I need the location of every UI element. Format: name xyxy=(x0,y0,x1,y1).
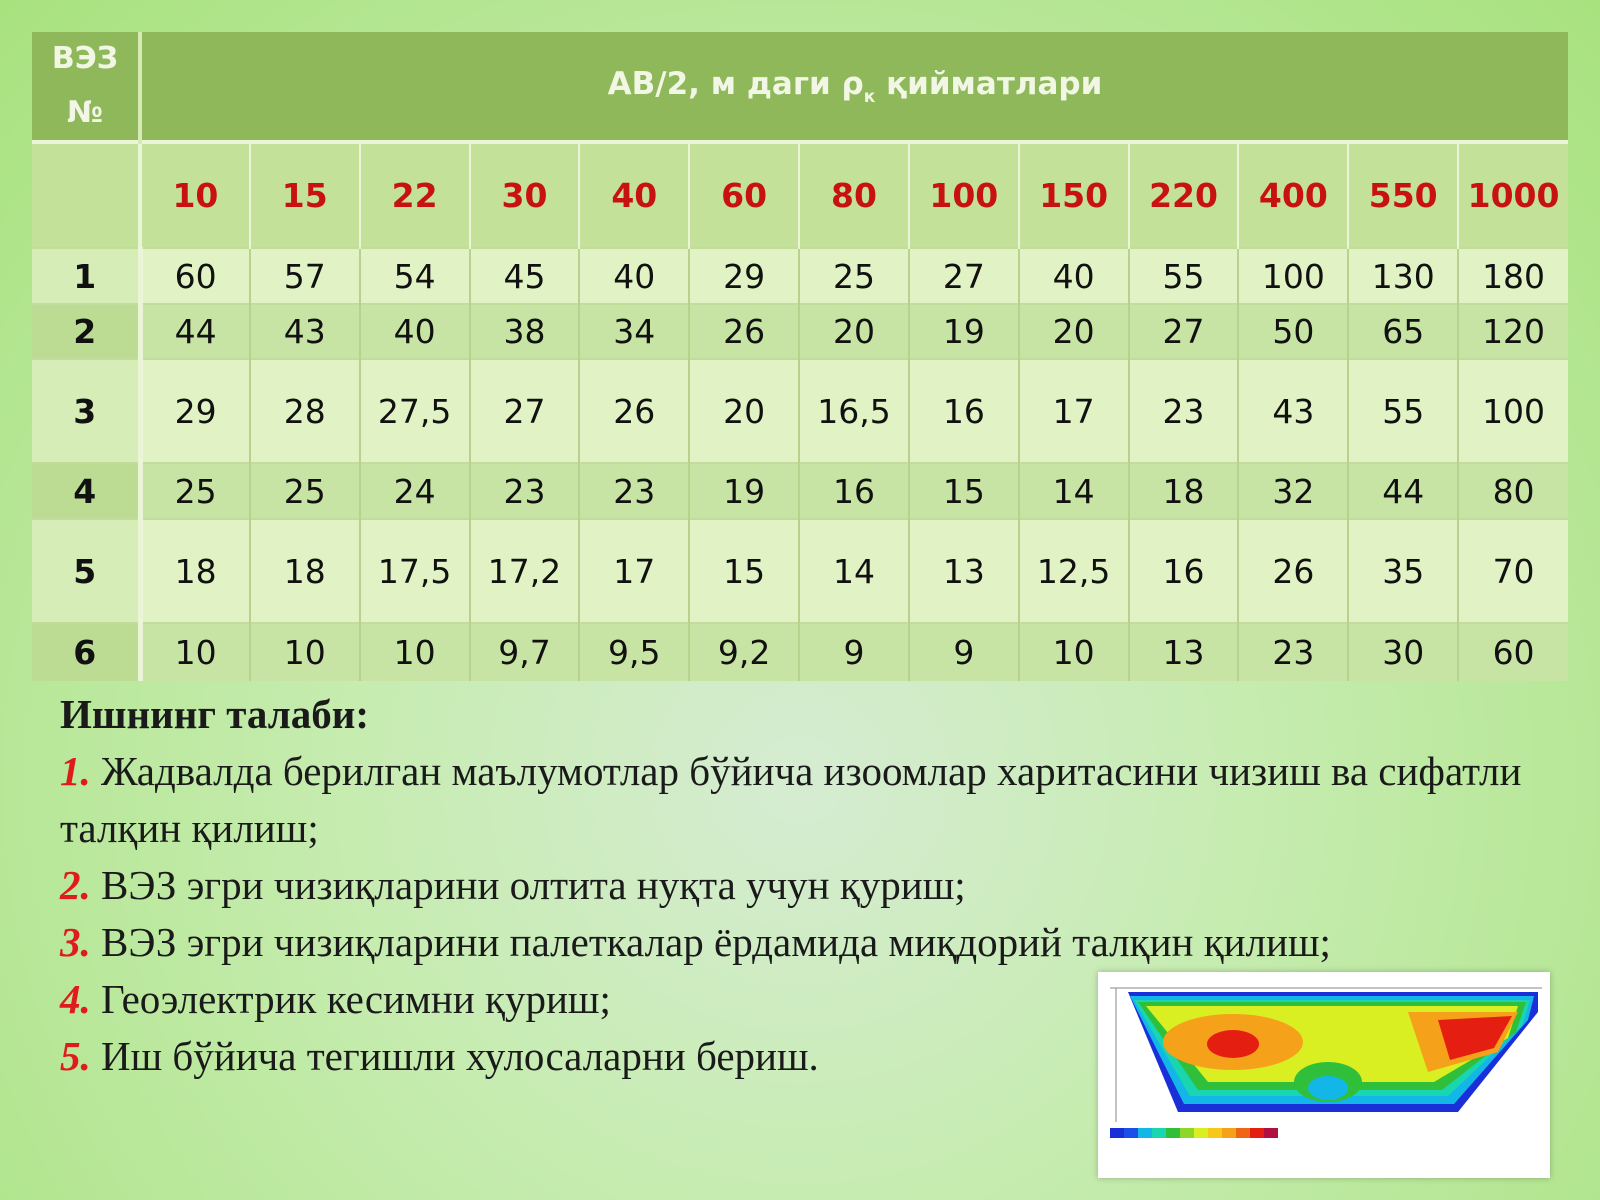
table-cell: 26 xyxy=(579,359,689,463)
table-cell: 50 xyxy=(1238,304,1348,359)
table-cell: 18 xyxy=(1129,463,1239,519)
distance-header-blank xyxy=(32,142,140,248)
table-header-row xyxy=(32,32,1568,142)
title-rest: қийматлари xyxy=(875,65,1103,102)
color-scale xyxy=(1110,1128,1278,1138)
table-cell: 17 xyxy=(1019,359,1129,463)
table-cell: 38 xyxy=(470,304,580,359)
table-cell: 10 xyxy=(250,623,360,681)
ves-id: 3 xyxy=(32,359,140,463)
requirement-item xyxy=(60,857,1550,914)
table-cell: 54 xyxy=(360,248,470,304)
table-cell: 26 xyxy=(1238,519,1348,623)
requirement-text: Геоэлектрик кесимни қуриш; xyxy=(90,976,611,1022)
table-cell: 100 xyxy=(1458,359,1568,463)
table-cell: 19 xyxy=(689,463,799,519)
table-cell: 20 xyxy=(799,304,909,359)
table-cell: 15 xyxy=(909,463,1019,519)
section-bands xyxy=(1128,992,1538,1112)
table-cell: 16 xyxy=(799,463,909,519)
table-cell: 40 xyxy=(1019,248,1129,304)
table-cell: 55 xyxy=(1129,248,1239,304)
requirement-text: Иш бўйича тегишли хулосаларни бериш. xyxy=(90,1033,819,1079)
table-cell: 29 xyxy=(140,359,250,463)
table-cell: 100 xyxy=(1238,248,1348,304)
table-cell: 23 xyxy=(579,463,689,519)
table-cell: 130 xyxy=(1348,248,1458,304)
requirement-text: ВЭЗ эгри чизиқларини олтита нуқта учун қуриш; xyxy=(90,862,966,908)
table-cell: 29 xyxy=(689,248,799,304)
distance-header: 400 xyxy=(1238,142,1348,248)
distance-header: 80 xyxy=(799,142,909,248)
table-cell: 40 xyxy=(579,248,689,304)
table-row xyxy=(32,359,1568,463)
table-cell: 18 xyxy=(140,519,250,623)
table-cell: 23 xyxy=(1129,359,1239,463)
distance-header: 220 xyxy=(1129,142,1239,248)
ves-id: 4 xyxy=(32,463,140,519)
resistivity-section-graphic xyxy=(1098,972,1550,1178)
table-cell: 60 xyxy=(140,248,250,304)
table-cell: 34 xyxy=(579,304,689,359)
table-cell: 14 xyxy=(1019,463,1129,519)
table-cell: 25 xyxy=(799,248,909,304)
distance-header: 30 xyxy=(470,142,580,248)
distance-header: 10 xyxy=(140,142,250,248)
table-row xyxy=(32,248,1568,304)
requirement-number: 1. xyxy=(60,748,91,794)
table-cell: 20 xyxy=(689,359,799,463)
distance-header: 22 xyxy=(360,142,470,248)
resistivity-table xyxy=(32,32,1568,681)
ves-id: 5 xyxy=(32,519,140,623)
requirement-text: Жадвалда берилган маълумотлар бўйича изоомлар харитасини чизиш ва сифатли талқин қилиш; xyxy=(60,748,1522,851)
distance-header: 550 xyxy=(1348,142,1458,248)
table-cell: 23 xyxy=(470,463,580,519)
distance-header: 1000 xyxy=(1458,142,1568,248)
table-cell: 57 xyxy=(250,248,360,304)
table-cell: 17,5 xyxy=(360,519,470,623)
table-cell: 32 xyxy=(1238,463,1348,519)
table-cell: 9,2 xyxy=(689,623,799,681)
distance-header-row xyxy=(32,142,1568,248)
table-cell: 27 xyxy=(1129,304,1239,359)
table-cell: 15 xyxy=(689,519,799,623)
table-row xyxy=(32,519,1568,623)
ves-id: 6 xyxy=(32,623,140,681)
table-cell: 13 xyxy=(909,519,1019,623)
table-cell: 16 xyxy=(1129,519,1239,623)
table-cell: 180 xyxy=(1458,248,1568,304)
table-cell: 24 xyxy=(360,463,470,519)
title-subscript: к xyxy=(863,86,876,107)
table-cell: 10 xyxy=(1019,623,1129,681)
table-cell: 26 xyxy=(689,304,799,359)
table-cell: 80 xyxy=(1458,463,1568,519)
table-cell: 9,5 xyxy=(579,623,689,681)
table-row xyxy=(32,304,1568,359)
table-cell: 10 xyxy=(360,623,470,681)
ves-id: 2 xyxy=(32,304,140,359)
table-cell: 40 xyxy=(360,304,470,359)
table-cell: 25 xyxy=(140,463,250,519)
table-cell: 19 xyxy=(909,304,1019,359)
requirement-item xyxy=(60,914,1390,971)
table-cell: 43 xyxy=(250,304,360,359)
table-cell: 120 xyxy=(1458,304,1568,359)
title-main: AB/2, м даги ρ xyxy=(607,65,864,102)
table-cell: 9 xyxy=(799,623,909,681)
distance-header: 40 xyxy=(579,142,689,248)
geoelectric-section-image xyxy=(1098,972,1550,1178)
table-cell: 16,5 xyxy=(799,359,909,463)
table-cell: 23 xyxy=(1238,623,1348,681)
table-row xyxy=(32,463,1568,519)
ves-number-header: ВЭЗ № xyxy=(32,32,140,142)
table-cell: 9 xyxy=(909,623,1019,681)
table-cell: 30 xyxy=(1348,623,1458,681)
table-cell: 9,7 xyxy=(470,623,580,681)
table-cell: 12,5 xyxy=(1019,519,1129,623)
table-cell: 10 xyxy=(140,623,250,681)
requirements-title: Ишнинг талаби: xyxy=(60,691,370,737)
table-cell: 14 xyxy=(799,519,909,623)
distance-header: 15 xyxy=(250,142,360,248)
table-cell: 27 xyxy=(470,359,580,463)
requirement-number: 2. xyxy=(60,862,91,908)
table-cell: 55 xyxy=(1348,359,1458,463)
table-cell: 60 xyxy=(1458,623,1568,681)
table-cell: 44 xyxy=(1348,463,1458,519)
table-cell: 65 xyxy=(1348,304,1458,359)
distance-header: 150 xyxy=(1019,142,1129,248)
distance-header: 100 xyxy=(909,142,1019,248)
table-cell: 20 xyxy=(1019,304,1129,359)
table-cell: 45 xyxy=(470,248,580,304)
ves-id: 1 xyxy=(32,248,140,304)
table-cell: 28 xyxy=(250,359,360,463)
distance-header: 60 xyxy=(689,142,799,248)
table-cell: 43 xyxy=(1238,359,1348,463)
table-cell: 16 xyxy=(909,359,1019,463)
requirement-number: 4. xyxy=(60,976,91,1022)
table-cell: 17,2 xyxy=(470,519,580,623)
requirement-item xyxy=(60,743,1550,857)
table-cell: 18 xyxy=(250,519,360,623)
table-cell: 35 xyxy=(1348,519,1458,623)
table-cell: 44 xyxy=(140,304,250,359)
table-cell: 25 xyxy=(250,463,360,519)
requirement-text: ВЭЗ эгри чизиқларини палеткалар ёрдамида миқдорий талқин қилиш; xyxy=(90,919,1331,965)
table-row xyxy=(32,623,1568,681)
table-cell: 27 xyxy=(909,248,1019,304)
table-cell: 70 xyxy=(1458,519,1568,623)
table-cell: 13 xyxy=(1129,623,1239,681)
requirement-number: 3. xyxy=(60,919,91,965)
table-title-header xyxy=(140,32,1568,142)
table-cell: 17 xyxy=(579,519,689,623)
table-cell: 27,5 xyxy=(360,359,470,463)
requirement-number: 5. xyxy=(60,1033,91,1079)
